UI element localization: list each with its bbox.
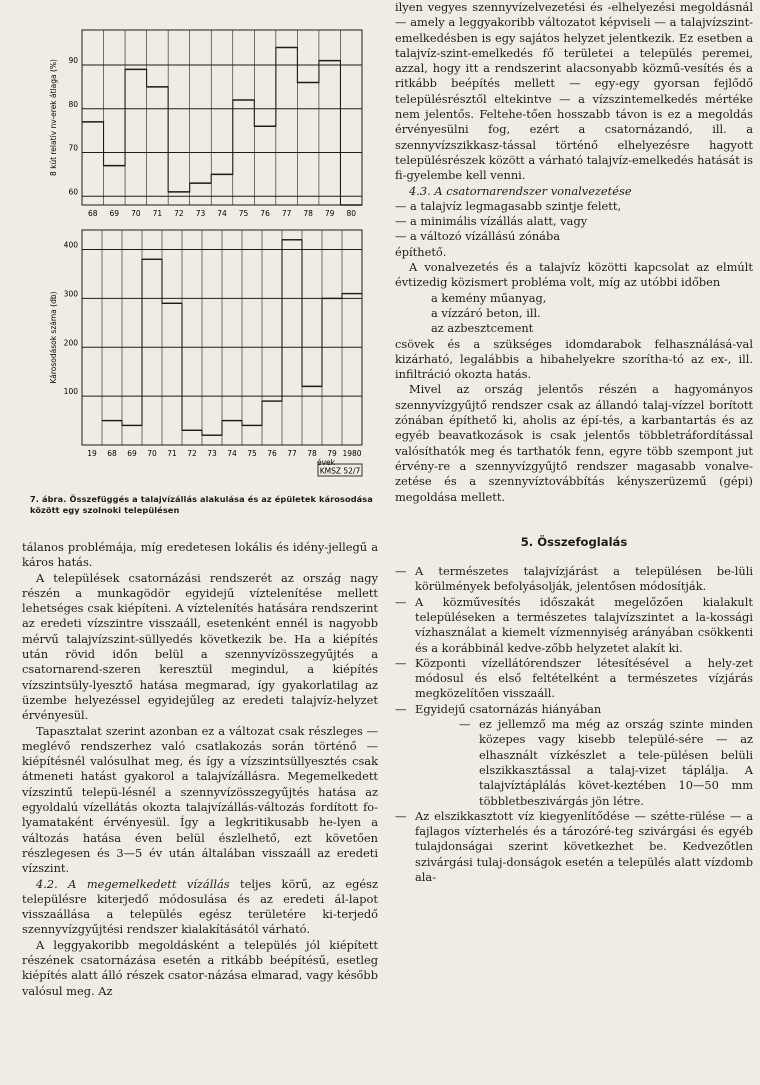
material-item-3: az azbesztcement	[431, 321, 534, 336]
data-step-line	[102, 240, 362, 435]
right-paragraph-3: csövek és a szükséges idomdarabok felhasználásá-val kizárható, legalábbis a hibahelyekre szorítha-tó az ex-, ill. infiltráció okozta hatás.	[395, 336, 753, 382]
x-tick-label: 79	[324, 209, 335, 218]
left-column	[22, 0, 378, 999]
x-tick-label: 68	[87, 209, 98, 218]
section-5-heading: 5. Összefoglalás	[520, 534, 628, 549]
y-tick-label: 300	[63, 289, 78, 299]
x-tick-label: 76	[267, 449, 277, 458]
right-paragraph-1: ilyen vegyes szennyvízelvezetési és -elhelyezési megoldásnál — amely a leggyakoribb változatot képviseli — a talajvízszint-emelkedésben is egy sajátos helyzet jelentkezik. Ez esetben a talajvíz-szint-emelkedés fő területei a település peremei, azzal, hogy itt a rendszerint alacsonyabb közmű-vesítés és a ritkább beépítés mellett — egy-egy gyorsan fejlődő településrésztől eltekintve — a vízszintemelkedés mértéke nem jelentős. Feltehe-tően hosszabb távon is ez a megoldás érvényesülni fog, ezért a csatornázandó, ill. a szennyvízszikkasz-tással történő elhelyezésre hagyott településrészek között a várható talajvíz-emelkedés hatását is fi-gyelembe kell venni.	[395, 0, 753, 183]
x-tick-label: 71	[167, 449, 177, 458]
chart-damage-count	[49, 230, 362, 467]
left-paragraph-1: tálanos problémája, míg eredetesen lokális és idény-jellegű a káros hatás.	[22, 540, 378, 570]
y-tick-label: 100	[63, 387, 78, 397]
stamp-box	[318, 464, 362, 476]
summary-sublist	[459, 717, 753, 809]
summary-list	[395, 564, 753, 885]
chart-groundwater-level	[49, 30, 362, 218]
x-tick-label: 76	[260, 209, 270, 218]
x-tick-label: 74	[227, 449, 237, 458]
left-paragraph-2: A települések csatornázási rendszerét az ország nagy részén a munkagödör egyidejű víztelenítése mellett lehetséges csak kiépíteni. A víztelenítés hatására rendszerint az eredeti vízszintre visszaáll, esetenként ennél is nagyobb mérvű talajvízszint-süllyedés következik be. Ha a kiépítés után rövid időn belül a szennyvízösszegyűjtés a csatornarend-szeren keresztül megindul, a kiépítés vízszintsüly-lyesztő hatása megmarad, így gyakorlatilag az üzembe helyezéssel egyidejűleg az eredeti talajvíz-helyzet érvényesül.	[22, 570, 378, 723]
left-paragraph-3: Tapasztalat szerint azonban ez a változat csak részleges — meglévő rendszerhez való csatlakozás során történő — kiépítésnél valósulhat meg, és így a vízszintsüllyesztés csak átmeneti hatást gyakorol a talajvízállásra. Megemelkedett vízszintű telepü-lésnél a szennyvízösszegyűjtés hatása az egyoldalú vízellátás okozta talajvízállás-változás fordított fo-lyamataként érvényesül. Így a legkritikusabb he-lyen a változás hatása éven belül észlelhető, ezt követően részlegesen és 3—5 év után általában visszaáll az eredeti vízszint.	[22, 723, 378, 876]
figure-label: 7. ábra.	[30, 494, 67, 504]
x-tick-label: 19	[87, 449, 97, 458]
right-paragraph-4: Mivel az ország jelentős részén a hagyományos szennyvízgyűjtő rendszer csak az állandó talaj-vízzel borított zónában építhető ki, aholis az épí-tés, a karbantartás és az egyéb beavatkozások is csak jelentős többletráfordítással valósíthatók meg és tarthatók fenn, egyre több szempont jut érvény-re a szennyvízgyűjtő rendszer magasabb vonalve-zetése és a szennyvíztovábbítás kényszerüzemű (gépi) megoldása mellett.	[395, 382, 753, 504]
x-tick-label: 1980	[342, 449, 362, 458]
y-axis-label: Károsodások száma (db)	[49, 291, 58, 384]
y-tick-label: 60	[68, 187, 78, 197]
figure-charts	[22, 0, 378, 490]
x-tick-label: 73	[195, 209, 206, 218]
summary-item-3: — Központi vízellátórendszer létesítésével a hely-zet módosul és első feltételként a természetes vízjárás megközelítően visszaáll.	[395, 656, 753, 702]
y-tick-label: 90	[68, 56, 78, 65]
x-tick-label: 69	[127, 449, 137, 458]
figure-7	[22, 0, 378, 540]
left-paragraph-4	[22, 877, 378, 938]
left-paragraph-4-text: teljes körű, az egész településre kiterjedő módosulása és az eredeti ál-lapot visszaállása a település egész területére ki-terjedő szennyvízgyűjtési rendszer kialakításától várható.	[22, 876, 378, 937]
material-item-2: a vízzáró beton, ill.	[431, 305, 541, 320]
summary-item-2: — A közművesítés időszakát megelőzően kialakult településeken a természetes talajvízszintet a la-kossági vízhasználat a kiemelt vízmennyiség arányában csökkenti és a korábbinál kedve-zőbb helyzetet alakít ki.	[395, 595, 753, 656]
left-paragraph-5: A leggyakoribb megoldásként a település jól kiépített részének csatornázása esetén a ritkább beépítésű, esetleg kiépítés alatt álló részek csator-názása elmarad, vagy később valósul meg. Az	[22, 937, 378, 998]
option-line-2: — a minimális vízállás alatt, vagy	[395, 214, 588, 229]
x-tick-label: 77	[281, 209, 292, 218]
section-4-3-heading: 4.3. A csatornarendszer vonalvezetése	[409, 183, 632, 198]
x-tick-label: 80	[346, 209, 357, 218]
option-line-3: — a változó vízállású zónába	[395, 229, 561, 244]
material-list	[431, 291, 753, 337]
x-tick-label: 74	[217, 209, 227, 218]
x-tick-label: 70	[131, 209, 141, 218]
y-tick-label: 400	[63, 240, 78, 250]
summary-item-4	[395, 702, 753, 809]
section-4-2-heading: 4.2. A megemelkedett vízállás	[36, 876, 230, 891]
summary-item-1: — A természetes talajvízjárást a településen be-lüli körülmények befolyásolják, jelentősen módosítják.	[395, 564, 753, 595]
x-tick-label: 72	[174, 209, 184, 218]
y-axis-label: 8 kút relatív nv-erek átlaga (%)	[49, 59, 58, 176]
x-tick-label: 71	[152, 209, 163, 218]
x-tick-label: 78	[303, 209, 313, 218]
right-paragraph-2: A vonalvezetés és a talajvíz közötti kapcsolat az elmúlt évtizedig közismert probléma volt, míg az utóbbi időben	[395, 260, 753, 290]
summary-item-4-text: Egyidejű csatornázás hiányában	[415, 701, 602, 716]
x-tick-label: 78	[307, 449, 317, 458]
summary-item-5: — Az elszikkasztott víz kiegyenlítődése — szétte-rülése — a fajlagos vízterhelés és a tározóré-teg szivárgási és egyéb tulajdonságai szerint következhet be. Kedvezőtlen szivárgási tulaj-donságok esetén a település alatt vízdomb ala-	[395, 809, 753, 885]
right-column	[395, 0, 753, 885]
x-tick-label: 70	[147, 449, 157, 458]
data-step-line	[82, 48, 362, 206]
summary-subitem-1: — ez jellemző ma még az ország szinte minden közepes vagy kisebb települé-sére — az elhasznált vízkészlet a tele-pülésen belüli elszikkasztással a talaj-vizet táplálja. A talajvíztáplálás követ-keztében 10—50 mm többletbeszivárgás jön létre.	[459, 717, 753, 809]
figure-caption-text: Összefüggés a talajvízállás alakulása és az épületek károsodása között egy szolnoki településen	[30, 494, 373, 515]
stamp-text: KMSZ 52/7	[319, 466, 361, 476]
option-tail: építhető.	[395, 244, 447, 259]
option-line-1: — a talajvíz legmagasabb szintje felett,	[395, 198, 622, 213]
y-tick-label: 200	[63, 338, 78, 348]
figure-caption	[30, 494, 376, 515]
x-tick-label: 75	[247, 449, 257, 458]
x-tick-label: 75	[238, 209, 249, 218]
material-item-1: a kemény műanyag,	[431, 290, 547, 305]
x-tick-label: 77	[287, 449, 297, 458]
y-tick-label: 70	[68, 143, 78, 153]
y-tick-label: 80	[68, 99, 78, 109]
x-axis-label: évek	[316, 458, 336, 467]
plot-frame	[82, 30, 362, 205]
x-tick-label: 79	[327, 449, 337, 458]
x-tick-label: 72	[187, 449, 197, 458]
x-tick-label: 69	[109, 209, 120, 218]
x-tick-label: 68	[107, 449, 117, 458]
x-tick-label: 73	[207, 449, 217, 458]
